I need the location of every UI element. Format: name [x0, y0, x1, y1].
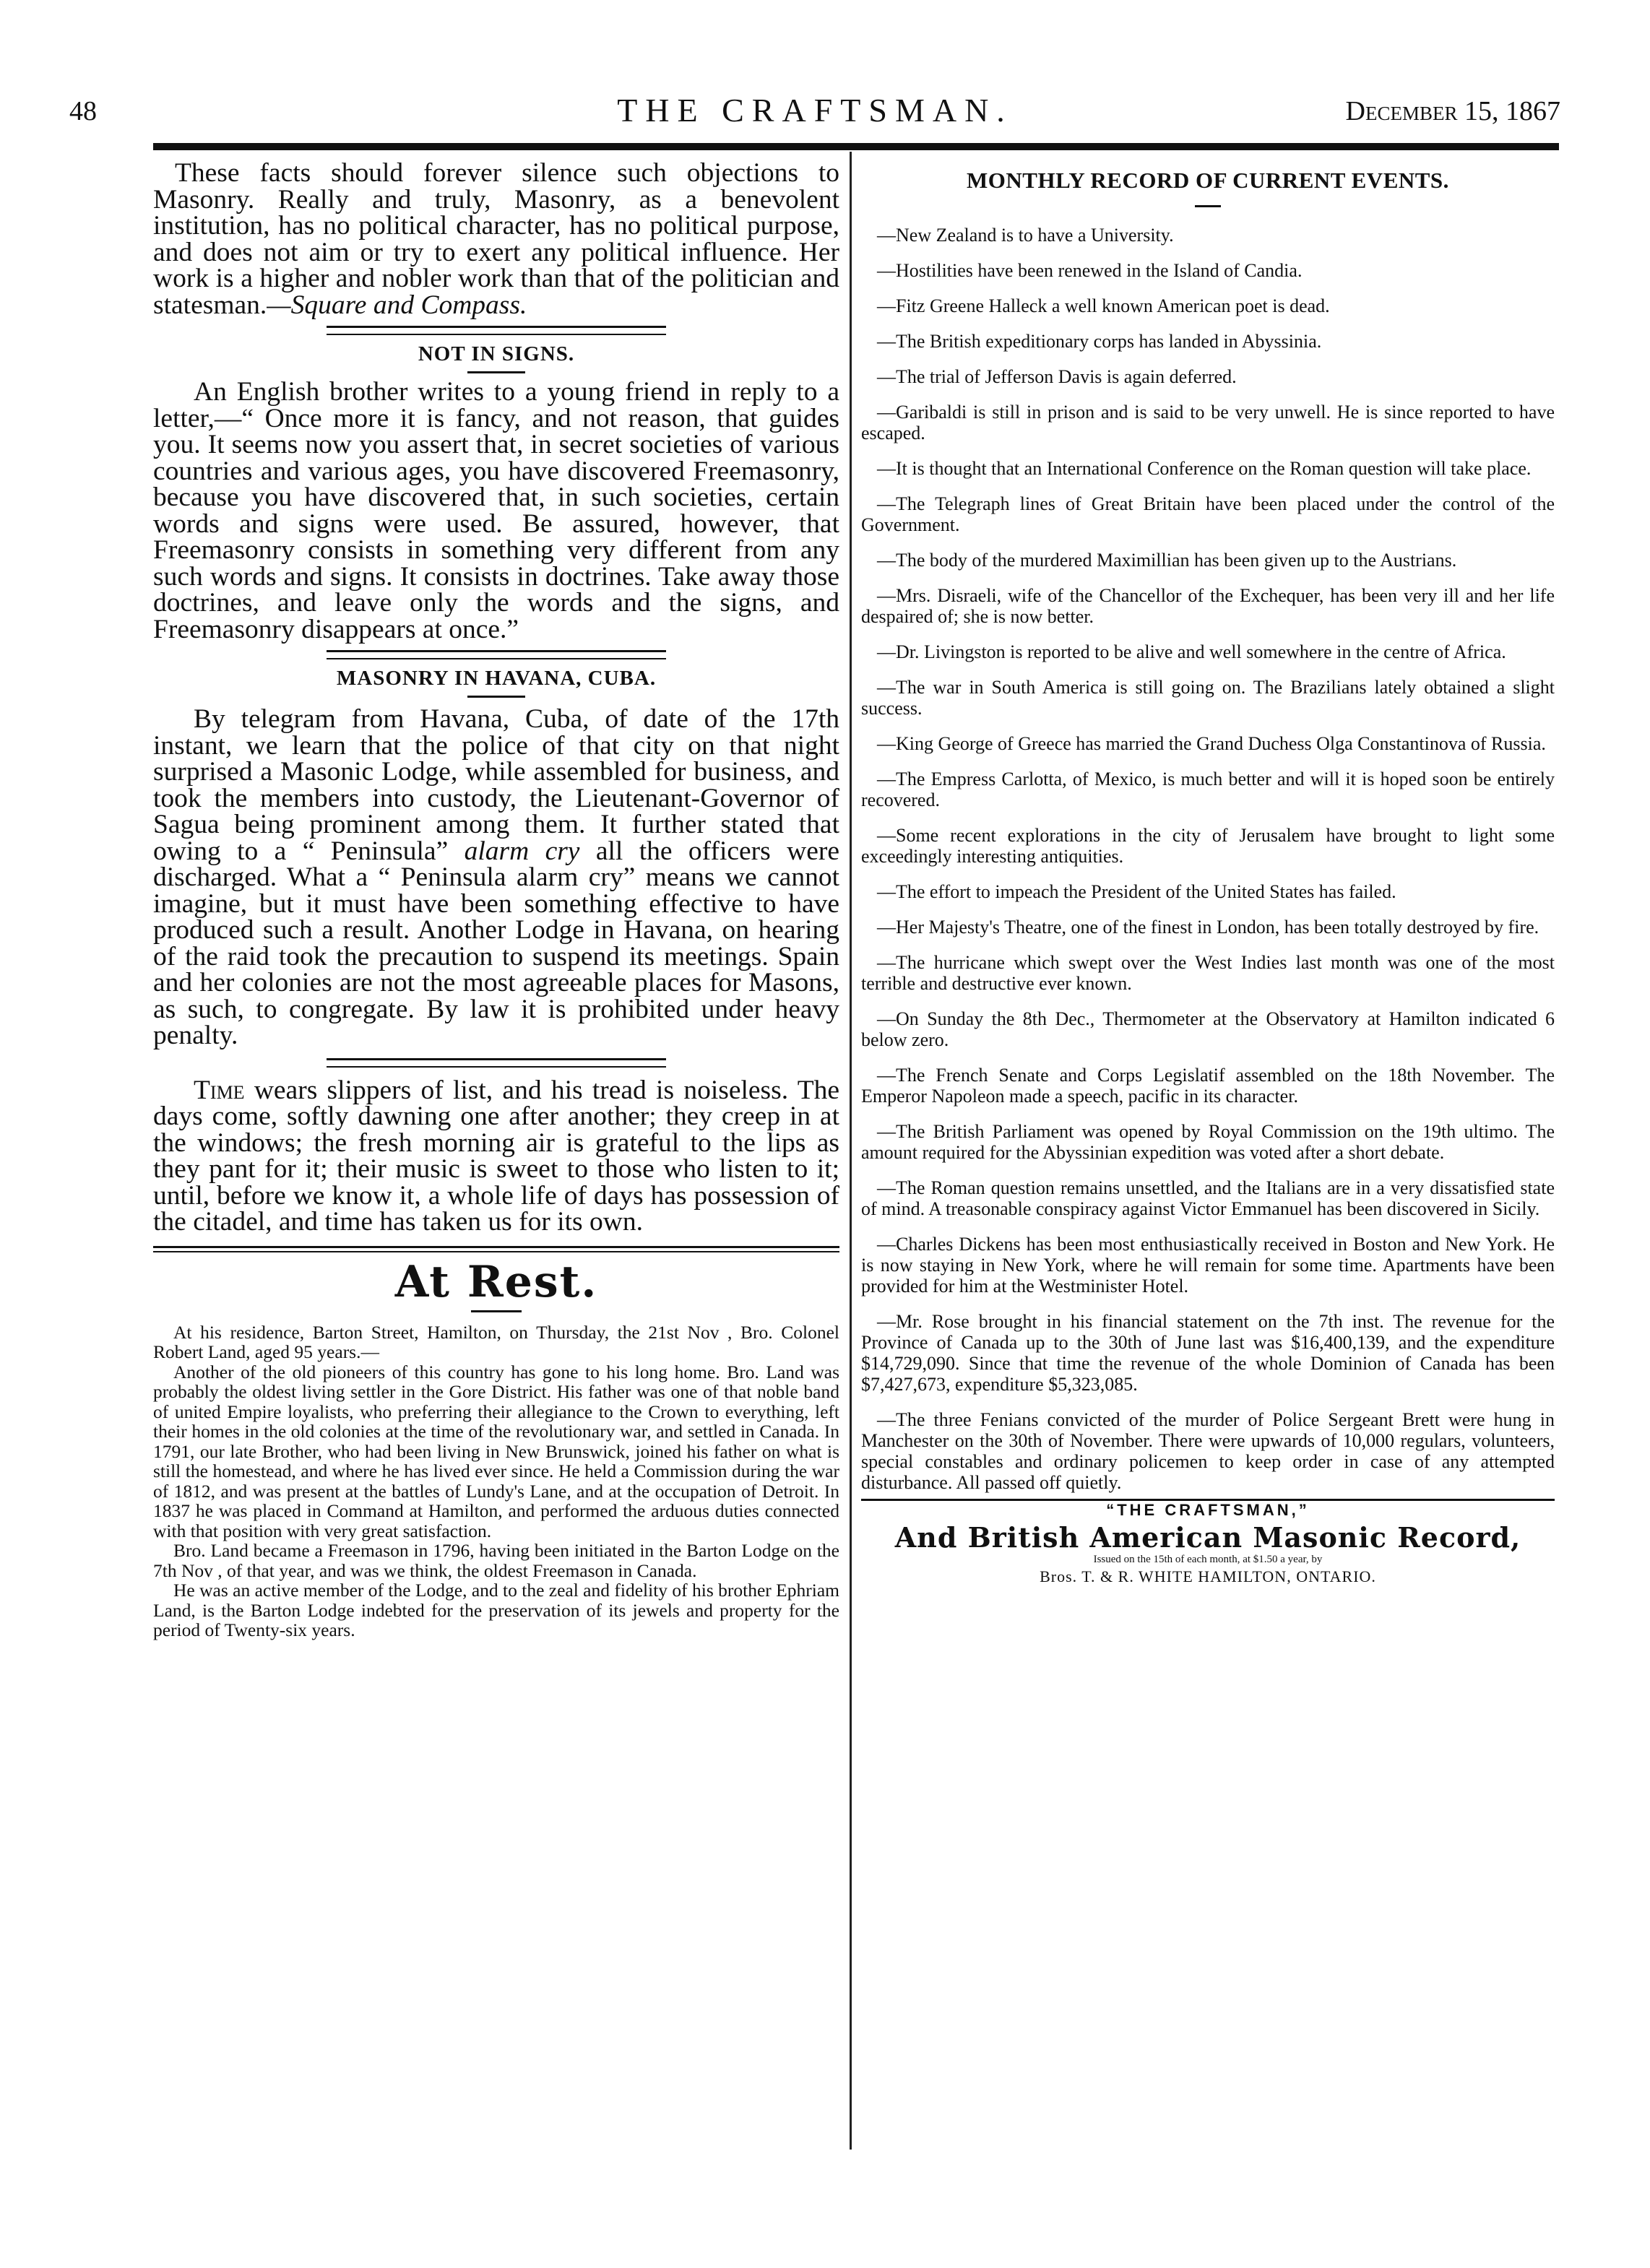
- column-divider: [850, 152, 852, 2150]
- colophon-terms: Issued on the 15th of each month, at $1.50 a year, by: [1093, 1554, 1323, 1565]
- colophon-title: “THE CRAFTSMAN,”: [1106, 1501, 1310, 1519]
- havana-heading: MASONRY IN HAVANA, CUBA.: [336, 667, 657, 690]
- news-item: —The British expeditionary corps has landed in Abyssinia.: [877, 331, 1322, 352]
- news-list: [861, 225, 1555, 1493]
- news-item: —Hostilities have been renewed in the Island of Candia.: [877, 260, 1303, 281]
- news-item: —Fitz Greene Halleck a well known American poet is dead.: [877, 295, 1330, 316]
- news-item: —The French Senate and Corps Legislatif assembled on the 18th November. The Emperor Napoleon made a speech, pacific in its character.: [861, 1065, 1555, 1107]
- colophon-subtitle: And British American Masonic Record,: [894, 1521, 1521, 1554]
- at-rest-paragraph: Bro. Land became a Freemason in 1796, having been initiated in the Barton Lodge on the 7th Nov , of that year, and was we think, the oldest Freemason in Canada.: [153, 1540, 839, 1581]
- colophon: [861, 1501, 1555, 1586]
- news-item: —The Telegraph lines of Great Britain have been placed under the control of the Government.: [861, 493, 1555, 535]
- news-item: —Dr. Livingston is reported to be alive and well somewhere in the centre of Africa.: [877, 641, 1506, 662]
- at-rest-notice: At his residence, Barton Street, Hamilton, on Thursday, the 21st Nov , Bro. Colonel Robert Land, aged 95 years.—: [153, 1321, 839, 1362]
- rest-rule-thin: [153, 1251, 839, 1252]
- news-item: —The Empress Carlotta, of Mexico, is much better and will it is hoped soon be entirely recovered.: [861, 769, 1555, 810]
- short-rule: [467, 696, 525, 698]
- news-item: —The Roman question remains unsettled, and the Italians are in a very dissatisfied state of mind. A treasonable conspiracy against Victor Emmanuel has been discovered in Sicily.: [861, 1177, 1555, 1219]
- news-item: —Mrs. Disraeli, wife of the Chancellor of the Exchequer, has been very ill and her life despaired of; she is now better.: [861, 585, 1555, 627]
- news-item: —Her Majesty's Theatre, one of the finest in London, has been totally destroyed by fire.: [877, 917, 1539, 938]
- time-paragraph: Time wears slippers of list, and his tread is noiseless. The days come, softly dawning one after another; they creep in at the windows; the fresh morning air is grateful to the lips as they pant for it; their music is sweet to those who listen to it; until, before we know it, a whole life of days has possession of the citadel, and time has taken us for its own.: [153, 1075, 839, 1237]
- havana-text: By telegram from Havana, Cuba, of date of the 17th instant, we learn that the police of that city on that night surprised a Masonic Lodge, while assembled for business, and took the members into custody, the Lieutenant-Governor of Sagua being prominent among them. It further stated that owing to a “ Peninsula” alarm cry all the officers were discharged. What a “ Peninsula alarm cry” means we cannot imagine, but it must have been something effective to have produced such a result. Another Lodge in Havana, on hearing of the raid took the precaution to suspend its meetings. Spain and her colonies are not the most agreeable places for Masons, as such, to congregate. By law it is prohibited under heavy penalty.: [153, 704, 839, 1050]
- news-item: —The body of the murdered Maximillian has been given up to the Austrians.: [877, 550, 1457, 571]
- masthead-title: THE CRAFTSMAN.: [617, 92, 1013, 129]
- short-rule: [467, 371, 525, 373]
- short-rule: [471, 1310, 522, 1312]
- rest-rule: [153, 1246, 839, 1248]
- header-rule: [153, 143, 1559, 150]
- news-item: —The hurricane which swept over the West Indies last month was one of the most terrible and destructive ever known.: [861, 952, 1555, 994]
- at-rest-paragraph: He was an active member of the Lodge, and to the zeal and fidelity of his brother Ephriam Land, is the Barton Lodge indebted for the preservation of its jewels and property for the period of Twenty-six years.: [153, 1580, 839, 1640]
- not-in-signs-text: An English brother writes to a young friend in reply to a letter,—“ Once more it is fancy, and not reason, that guides you. It seems now you assert that, in secret societies of various countries and various ages, you have discovered Freemasonry, because you have discovered that, in such societies, certain words and signs were used. Be assured, however, that Freemasonry consists in something very different from any such words and signs. It consists in doctrines. Take away those doctrines, and leave only the words and the signs, and Freemasonry disappears at once.”: [153, 377, 839, 644]
- left-column: [153, 160, 839, 1640]
- intro-source: —Square and Compass.: [267, 290, 527, 320]
- news-item: —The trial of Jefferson Davis is again deferred.: [877, 366, 1237, 387]
- news-item: —New Zealand is to have a University.: [877, 225, 1174, 246]
- news-item: —The British Parliament was opened by Royal Commission on the 19th ultimo. The amount required for the Abyssinian expedition was voted after a short debate.: [861, 1121, 1555, 1163]
- section-rule: [327, 326, 666, 335]
- news-item: —Mr. Rose brought in his financial statement on the 7th inst. The revenue for the Province of Canada up to the 30th of June last was $16,400,139, and the expenditure $14,729,090. Since that time the revenue of the whole Dominion of Canada has been $7,427,673, expenditure $5,323,085.: [861, 1311, 1555, 1395]
- news-item: —Some recent explorations in the city of Jerusalem have brought to light some exceedingly interesting antiquities.: [861, 825, 1555, 867]
- at-rest-heading: At Rest.: [394, 1256, 598, 1307]
- page-header: [69, 91, 1560, 142]
- news-item: —Garibaldi is still in prison and is said to be very unwell. He is since reported to have escaped.: [861, 402, 1555, 443]
- not-in-signs-heading: NOT IN SIGNS.: [418, 342, 575, 365]
- right-column: [861, 160, 1555, 1586]
- colophon-publisher: Bros. T. & R. WHITE HAMILTON, ONTARIO.: [1040, 1567, 1376, 1585]
- news-item: —The three Fenians convicted of the murder of Police Sergeant Brett were hung in Manchester on the 30th of November. There were upwards of 10,000 regulars, volunteers, special constables and ordinary policemen to keep order in case of any attempted disturbance. All passed off quietly.: [861, 1409, 1555, 1493]
- news-item: —Charles Dickens has been most enthusiastically received in Boston and New York. He is now staying in New York, where he will remain for some time. Apartments have been provided for him at the Westminister Hotel.: [861, 1234, 1555, 1297]
- short-rule: [1195, 205, 1221, 207]
- at-rest-paragraph: Another of the old pioneers of this country has gone to his long home. Bro. Land was probably the oldest living settler in the Gore District. His father was one of that noble band of united Empire loyalists, who preferring their allegiance to the Crown to everything, left their homes in the old colonies at the time of the revolutionary war, and settled in Canada. In 1791, our late Brother, who had been living in New Brunswick, joined his father on what is still the homestead, and where he has lived ever since. He held a Commission during the war of 1812, and was present at the battles of Lundy's Lane, and at the occupation of Detroit. In 1837 he was placed in Command at Hamilton, and performed the arduous duties connected with that position with very great satisfaction.: [153, 1361, 839, 1541]
- issue-date: December 15, 1867: [1345, 96, 1560, 126]
- news-item: —The war in South America is still going on. The Brazilians lately obtained a slight success.: [861, 677, 1555, 719]
- intro-paragraph: These facts should forever silence such objections to Masonry. Really and truly, Masonry, as a benevolent institution, has no political character, has no political purpose, and does not aim or try to exert any political influence. Her work is a higher and nobler work than that of the politician and statesman.—Square and Compass.: [153, 158, 839, 320]
- page-number: 48: [69, 96, 97, 126]
- news-item: —King George of Greece has married the Grand Duchess Olga Constantinova of Russia.: [877, 733, 1546, 754]
- news-item: —The effort to impeach the President of the United States has failed.: [877, 881, 1396, 902]
- monthly-record-heading: MONTHLY RECORD OF CURRENT EVENTS.: [967, 168, 1449, 193]
- news-item: —It is thought that an International Conference on the Roman question will take place.: [877, 458, 1532, 479]
- news-item: —On Sunday the 8th Dec., Thermometer at the Observatory at Hamilton indicated 6 below zero.: [861, 1008, 1555, 1050]
- section-rule: [327, 650, 666, 659]
- section-rule: [327, 1058, 666, 1068]
